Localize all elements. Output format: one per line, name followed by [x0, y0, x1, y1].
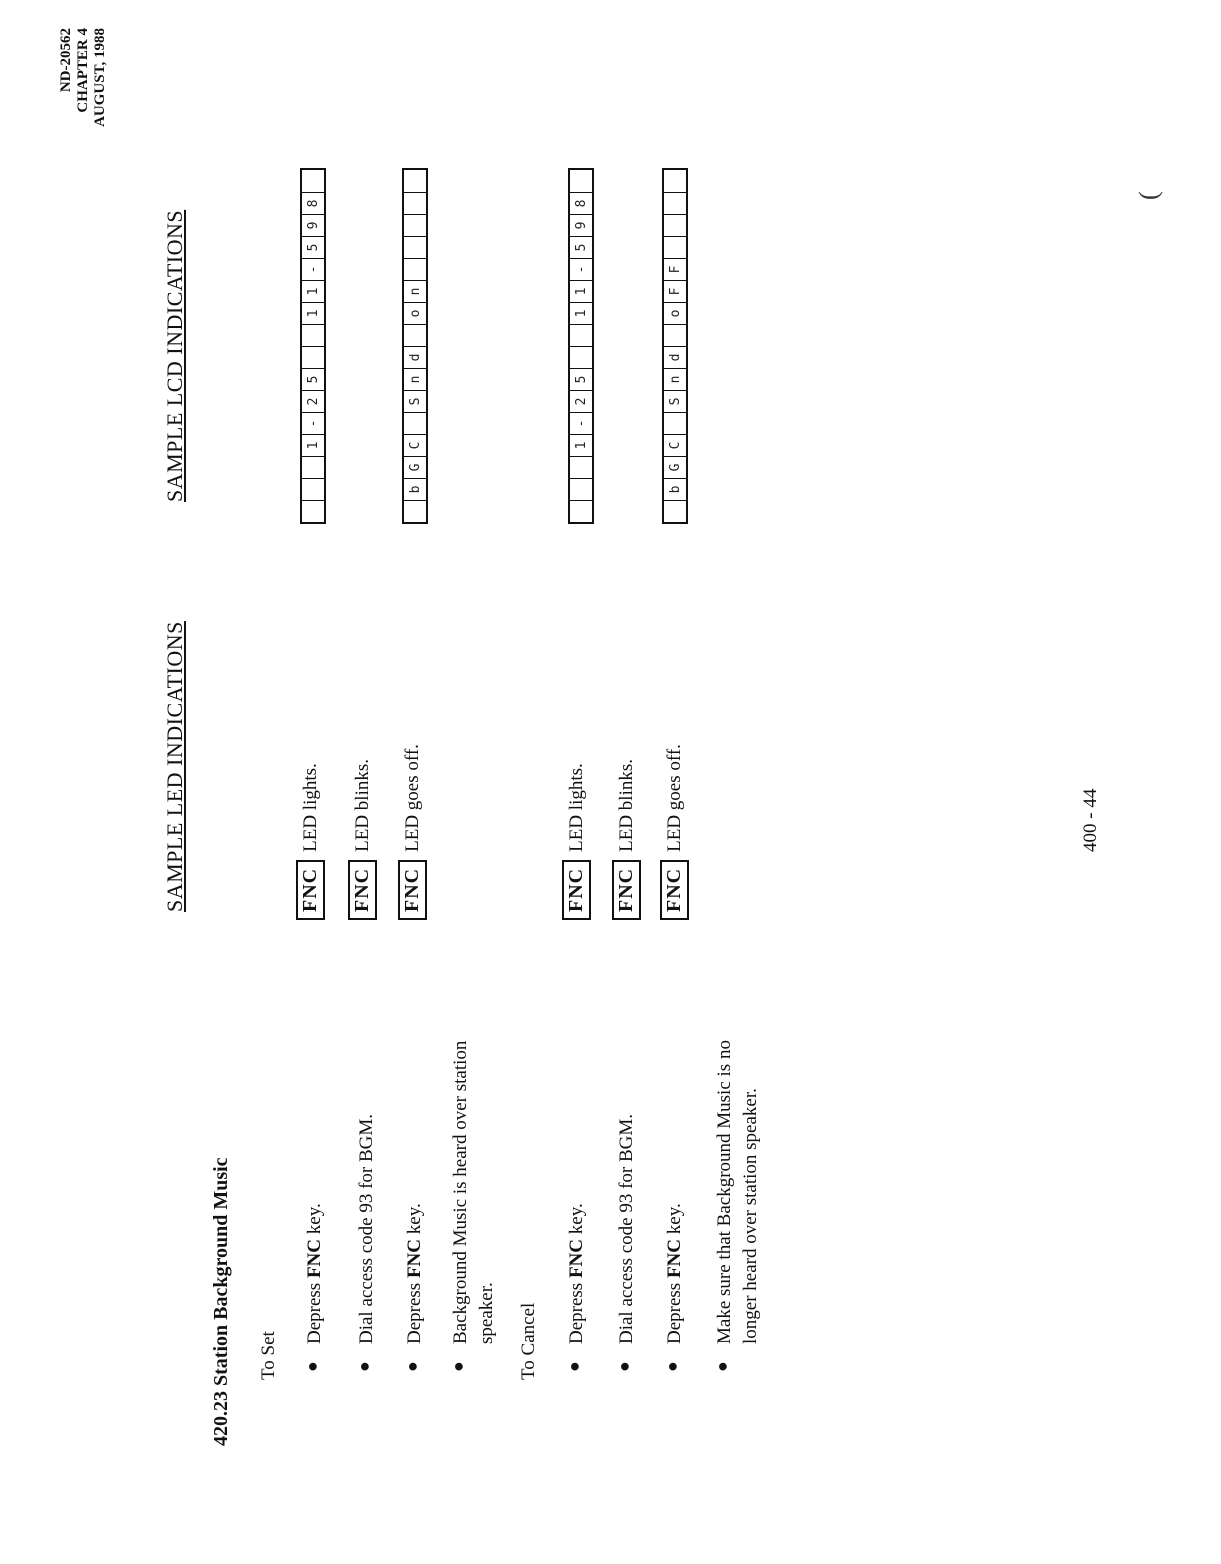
lcd-cell [664, 500, 686, 522]
cancel-step-3: ● Depress FNC key. [662, 1203, 685, 1372]
lcd-cell [302, 170, 324, 192]
lcd-cell [664, 236, 686, 258]
lcd-cell [302, 500, 324, 522]
lcd-cell: F [664, 258, 686, 280]
lcd-cell: d [664, 346, 686, 368]
lcd-cell: 9 [302, 214, 324, 236]
lcd-cell [404, 412, 426, 434]
lcd-cell [302, 324, 324, 346]
led-status-text: LED goes off. [401, 744, 423, 852]
date-label: AUGUST, 1988 [92, 28, 108, 127]
fnc-key-icon: FNC [398, 860, 427, 920]
lcd-cell: 1 [302, 280, 324, 302]
bullet-icon: ● [662, 1361, 682, 1372]
lcd-cell [302, 456, 324, 478]
lcd-cell [570, 324, 592, 346]
lcd-cell: 1 [302, 434, 324, 456]
chapter-label: CHAPTER 4 [75, 28, 91, 113]
led-cancel-row-3 [660, 744, 689, 920]
lcd-cell: 5 [302, 368, 324, 390]
lcd-cell: 5 [570, 236, 592, 258]
lcd-cell: - [302, 412, 324, 434]
bullet-icon: ● [564, 1361, 584, 1372]
to-set-label: To Set [258, 1331, 279, 1380]
cancel-step-4: ● Make sure that Background Music is no longer heard over station speaker. [712, 1040, 761, 1372]
lcd-cell: 1 [570, 280, 592, 302]
document-header [58, 28, 109, 228]
lcd-cell: 2 [570, 390, 592, 412]
lcd-cell: o [404, 302, 426, 324]
lcd-cell [570, 456, 592, 478]
lcd-cancel-display-1 [568, 168, 594, 524]
lcd-cell: 8 [302, 192, 324, 214]
set-step-1: ● Depress FNC key. [302, 1203, 325, 1372]
margin-mark: ( [1134, 191, 1163, 200]
lcd-cell: - [570, 412, 592, 434]
bullet-icon: ● [354, 1361, 374, 1372]
lcd-cell [570, 478, 592, 500]
lcd-cell [664, 170, 686, 192]
lcd-cell: 5 [302, 236, 324, 258]
lcd-set-display-2 [402, 168, 428, 524]
lcd-cell: F [664, 280, 686, 302]
lcd-panel [300, 168, 326, 524]
lcd-cell: n [664, 368, 686, 390]
fnc-key-icon: FNC [660, 860, 689, 920]
to-cancel-label: To Cancel [518, 1302, 539, 1380]
cancel-step-1: ● Depress FNC key. [564, 1203, 587, 1372]
lcd-cell [404, 214, 426, 236]
set-step-4: ● Background Music is heard over station speaker. [448, 1040, 497, 1372]
lcd-cell [570, 500, 592, 522]
lcd-cell [664, 214, 686, 236]
led-status-text: LED blinks. [351, 759, 373, 852]
lcd-cell [664, 324, 686, 346]
lcd-cell [404, 258, 426, 280]
bullet-icon: ● [712, 1361, 732, 1372]
led-cancel-row-1 [562, 763, 591, 920]
led-status-text: LED lights. [565, 763, 587, 852]
lcd-cell: d [404, 346, 426, 368]
led-status-text: LED blinks. [615, 759, 637, 852]
lcd-cell: G [404, 456, 426, 478]
lcd-cell: 1 [570, 302, 592, 324]
bullet-icon: ● [302, 1361, 322, 1372]
lcd-panel [402, 168, 428, 524]
fnc-key-icon: FNC [348, 860, 377, 920]
lcd-cell [664, 192, 686, 214]
page-number: 400 - 44 [1080, 788, 1101, 852]
fnc-key-icon: FNC [612, 860, 641, 920]
lcd-cell [404, 500, 426, 522]
led-status-text: LED goes off. [663, 744, 685, 852]
lcd-cancel-display-2 [662, 168, 688, 524]
lcd-cell: 1 [570, 434, 592, 456]
lcd-cell [404, 324, 426, 346]
lcd-cell: C [404, 434, 426, 456]
led-set-row-1 [296, 763, 325, 920]
lcd-cell [404, 236, 426, 258]
lcd-cell: 9 [570, 214, 592, 236]
lcd-cell: 5 [570, 368, 592, 390]
led-set-row-3 [398, 744, 427, 920]
lcd-cell: G [664, 456, 686, 478]
lcd-panel [568, 168, 594, 524]
cancel-step-2: ● Dial access code 93 for BGM. [614, 1113, 637, 1372]
set-step-2: ● Dial access code 93 for BGM. [354, 1113, 377, 1372]
lcd-cell [302, 346, 324, 368]
section-title: 420.23 Station Background Music [210, 1157, 232, 1446]
lcd-cell: n [404, 280, 426, 302]
bullet-icon: ● [448, 1361, 468, 1372]
lcd-cell: 2 [302, 390, 324, 412]
doc-number: ND-20562 [58, 28, 74, 93]
lcd-cell: S [404, 390, 426, 412]
fnc-key-icon: FNC [296, 860, 325, 920]
lcd-column-heading: SAMPLE LCD INDICATIONS [162, 209, 187, 502]
bullet-icon: ● [402, 1361, 422, 1372]
lcd-cell [664, 412, 686, 434]
lcd-cell: 8 [570, 192, 592, 214]
lcd-cell [570, 170, 592, 192]
lcd-cell: 1 [302, 302, 324, 324]
lcd-cell [302, 478, 324, 500]
lcd-cell: b [404, 478, 426, 500]
led-cancel-row-2 [612, 759, 641, 920]
set-step-3: ● Depress FNC key. [402, 1203, 425, 1372]
lcd-cell: - [570, 258, 592, 280]
led-column-heading: SAMPLE LED INDICATIONS [162, 621, 187, 912]
lcd-cell [570, 346, 592, 368]
fnc-key-icon: FNC [562, 860, 591, 920]
lcd-cell: o [664, 302, 686, 324]
bullet-icon: ● [614, 1361, 634, 1372]
lcd-cell: b [664, 478, 686, 500]
lcd-cell [404, 170, 426, 192]
led-set-row-2 [348, 759, 377, 920]
lcd-cell: S [664, 390, 686, 412]
lcd-cell [404, 192, 426, 214]
led-status-text: LED lights. [299, 763, 321, 852]
lcd-cell: - [302, 258, 324, 280]
lcd-cell: C [664, 434, 686, 456]
lcd-cell: n [404, 368, 426, 390]
lcd-set-display-1 [300, 168, 326, 524]
lcd-panel [662, 168, 688, 524]
